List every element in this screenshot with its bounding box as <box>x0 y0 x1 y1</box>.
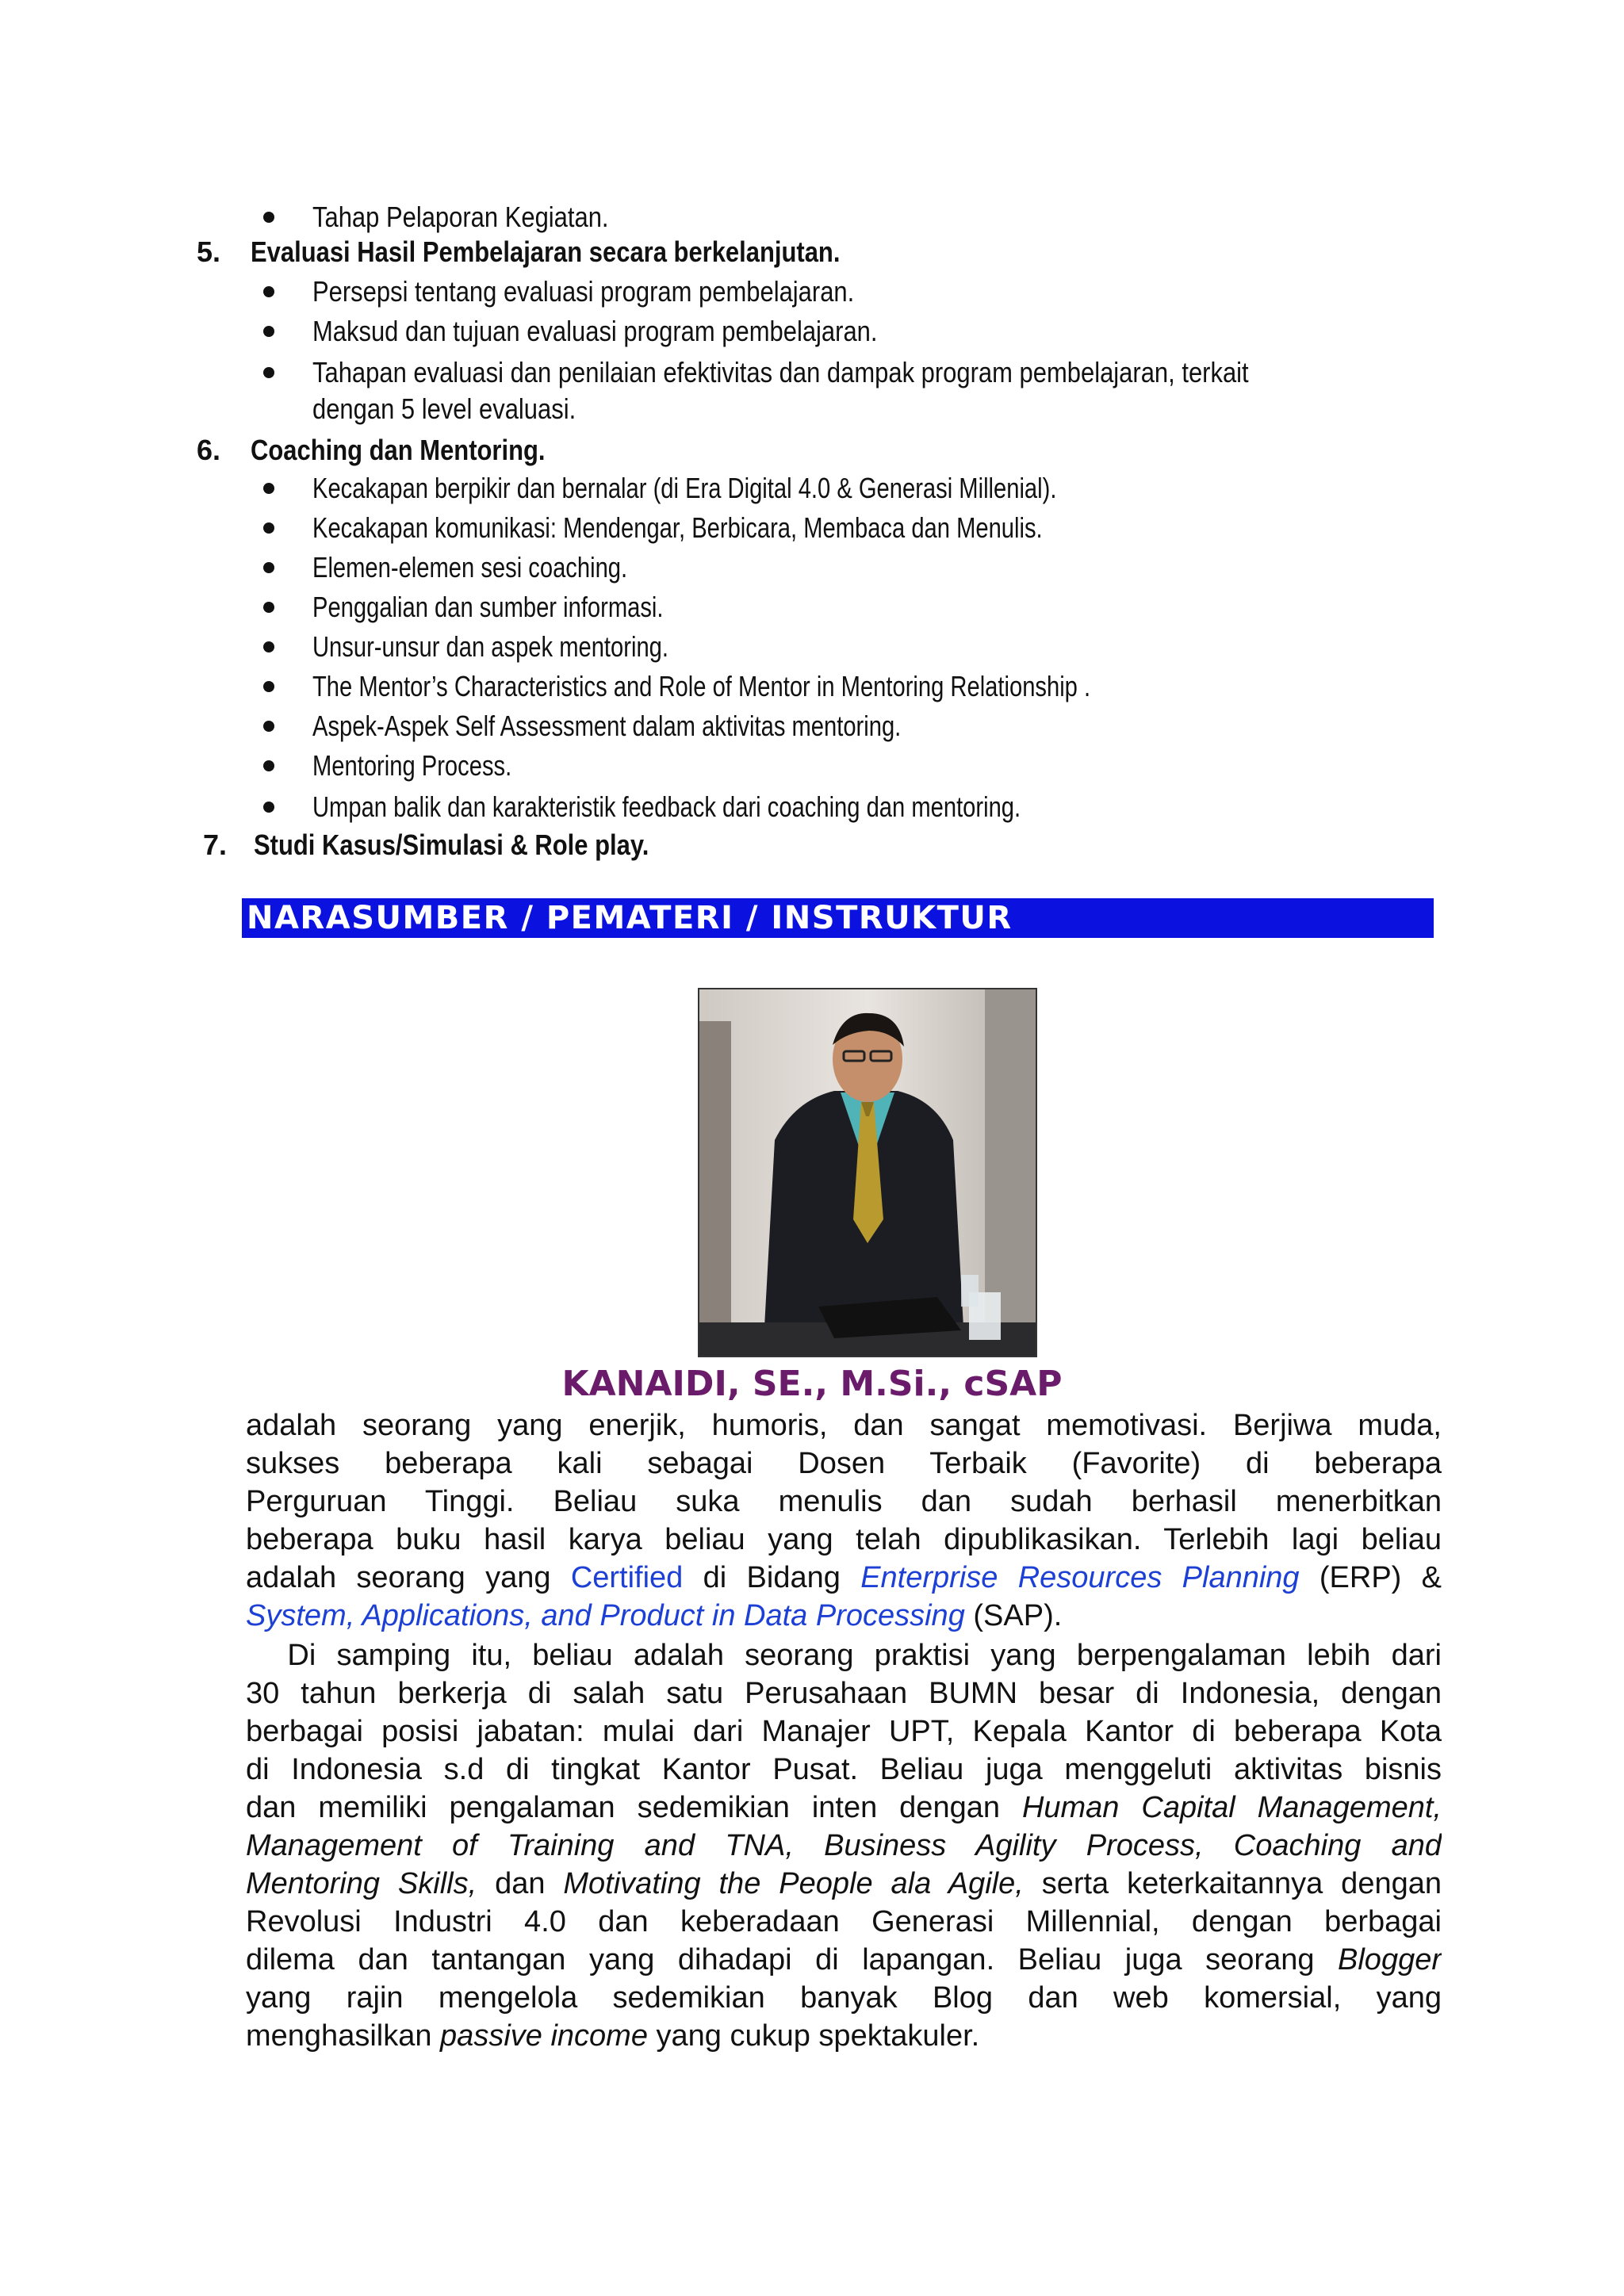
section-number: 7. <box>203 828 228 861</box>
bio-line <box>246 1941 1442 1979</box>
bullet-icon <box>263 522 274 534</box>
bullet-icon <box>263 681 274 692</box>
section-title: Studi Kasus/Simulasi & Role play. <box>254 828 649 861</box>
section-banner: NARASUMBER / PEMATERI / INSTRUKTUR <box>242 898 1434 938</box>
bio-line: berbagai posisi jabatan: mulai dari Manajer UPT, Kepala Kantor di beberapa Kota <box>246 1715 1442 1748</box>
list-item-text: Tahap Pelaporan Kegiatan. <box>312 201 609 233</box>
list-item-text: dengan 5 level evaluasi. <box>312 392 576 425</box>
sap-text: System, Applications, and Product in Data Processing <box>246 1599 965 1632</box>
bullet-icon <box>263 483 274 494</box>
section-number: 6. <box>197 434 221 466</box>
section-title: Coaching dan Mentoring. <box>251 434 546 466</box>
bio-text: menghasilkan <box>246 2019 441 2053</box>
bullet-icon <box>263 802 274 813</box>
list-item-text: Kecakapan komunikasi: Mendengar, Berbicara, Membaca dan Menulis. <box>312 511 1043 544</box>
list-item-text: Umpan balik dan karakteristik feedback dari coaching dan mentoring. <box>312 790 1021 823</box>
list-item-text: Tahapan evaluasi dan penilaian efektivitas dan dampak program pembelajaran, terkait <box>312 356 1249 388</box>
bullet-icon <box>263 641 274 652</box>
bio-line: Di samping itu, beliau adalah seorang praktisi yang berpengalaman lebih dari <box>246 1639 1442 1672</box>
bio-line: adalah seorang yang enerjik, humoris, dan sangat memotivasi. Berjiwa muda, <box>246 1409 1442 1442</box>
bio-text: di Bidang <box>683 1561 861 1594</box>
erp-text: Enterprise Resources Planning <box>860 1561 1300 1594</box>
bio-text: dan memiliki pengalaman sedemikian inten dengan <box>246 1791 1022 1824</box>
bio-italic-text: Blogger <box>1338 1943 1442 1976</box>
bio-text: adalah seorang yang <box>246 1561 571 1594</box>
bullet-icon <box>263 602 274 613</box>
speaker-portrait-image <box>699 989 1036 1356</box>
list-item-text: The Mentor’s Characteristics and Role of Mentor in Mentoring Relationship . <box>312 670 1091 702</box>
bio-line <box>246 1597 1442 1635</box>
bio-text: (ERP) & <box>1299 1561 1442 1594</box>
bio-line: Management of Training and TNA, Business Agility Process, Coaching and <box>246 1829 1442 1862</box>
bio-line: beberapa buku hasil karya beliau yang telah dipublikasikan. Terlebih lagi beliau <box>246 1523 1442 1556</box>
bio-italic-text: Mentoring Skills, <box>246 1867 477 1900</box>
bullet-icon <box>263 212 274 223</box>
speaker-bio-paragraph-2 <box>246 1636 1442 2055</box>
list-item-text: Maksud dan tujuan evaluasi program pembelajaran. <box>312 315 878 347</box>
bio-line <box>246 2017 1442 2055</box>
bio-italic-text: Motivating the People ala Agile, <box>563 1867 1024 1900</box>
list-item-text: Persepsi tentang evaluasi program pembelajaran. <box>312 275 855 308</box>
bio-line <box>246 1789 1442 1827</box>
bio-line: 30 tahun berkerja di salah satu Perusahaan BUMN besar di Indonesia, dengan <box>246 1677 1442 1710</box>
bullet-icon <box>263 562 274 573</box>
bio-line <box>246 1559 1442 1597</box>
bullet-icon <box>263 760 274 771</box>
list-item-text: Aspek-Aspek Self Assessment dalam aktivitas mentoring. <box>312 710 902 742</box>
bio-line: yang rajin mengelola sedemikian banyak Blog dan web komersial, yang <box>246 1981 1442 2015</box>
bullet-icon <box>263 326 274 337</box>
list-item-text: Unsur-unsur dan aspek mentoring. <box>312 630 668 663</box>
bullet-icon <box>263 367 274 378</box>
list-item-text: Penggalian dan sumber informasi. <box>312 591 664 623</box>
list-item-text: Elemen-elemen sesi coaching. <box>312 551 628 584</box>
certified-text: Certified <box>570 1561 684 1594</box>
bio-text: dilema dan tantangan yang dihadapi di lapangan. Beliau juga seorang <box>246 1943 1339 1976</box>
bullet-icon <box>263 721 274 732</box>
list-item-text: Kecakapan berpikir dan bernalar (di Era Digital 4.0 & Generasi Millenial). <box>312 472 1057 504</box>
bio-text: dan <box>477 1867 564 1900</box>
section-number: 5. <box>197 235 221 268</box>
bio-italic-text: Human Capital Management, <box>1021 1791 1442 1824</box>
bio-italic-text: passive income <box>440 2019 648 2053</box>
section-title: Evaluasi Hasil Pembelajaran secara berkelanjutan. <box>251 235 841 268</box>
speaker-name: KANAIDI, SE., M.Si., cSAP <box>561 1364 1063 1404</box>
bio-line: Perguruan Tinggi. Beliau suka menulis dan sudah berhasil menerbitkan <box>246 1485 1442 1518</box>
bullet-icon <box>263 286 274 297</box>
bio-text: serta keterkaitannya dengan <box>1023 1867 1442 1900</box>
bio-line: di Indonesia s.d di tingkat Kantor Pusat. Beliau juga menggeluti aktivitas bisnis <box>246 1753 1442 1786</box>
speaker-photo <box>698 988 1037 1357</box>
bio-line: Revolusi Industri 4.0 dan keberadaan Generasi Millennial, dengan berbagai <box>246 1905 1442 1938</box>
bio-line: sukses beberapa kali sebagai Dosen Terbaik (Favorite) di beberapa <box>246 1447 1442 1480</box>
bio-text: yang cukup spektakuler. <box>647 2019 980 2053</box>
bio-text: (SAP). <box>964 1599 1063 1632</box>
list-item-text: Mentoring Process. <box>312 749 512 782</box>
speaker-bio-paragraph-1 <box>246 1406 1442 1635</box>
bio-line <box>246 1865 1442 1903</box>
